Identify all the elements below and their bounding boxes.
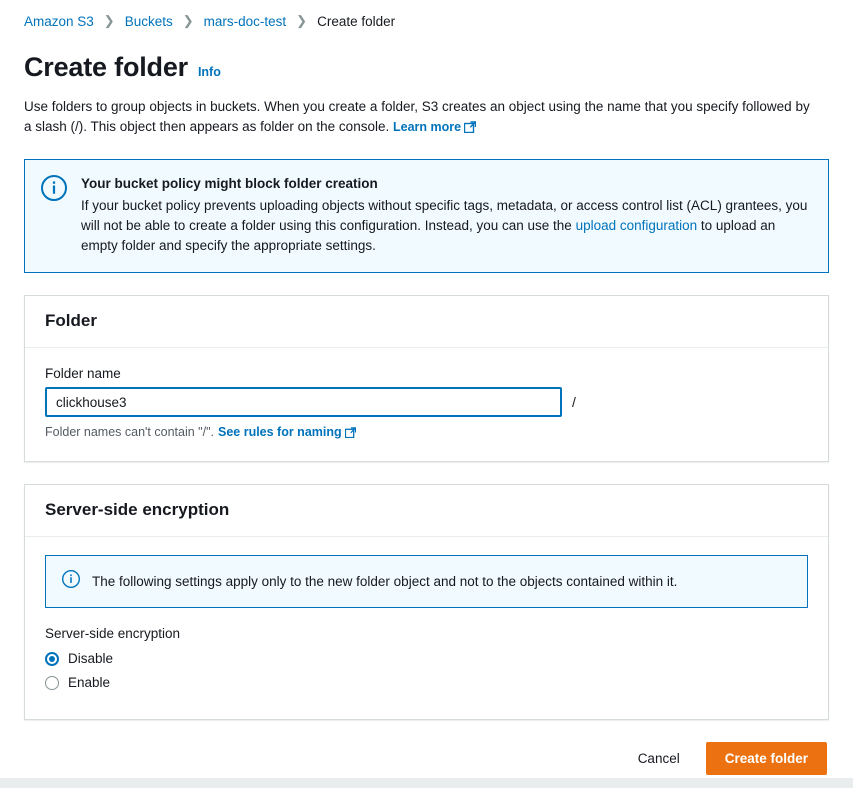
alert-text-part1: If your bucket policy prevents uploading objects without specific tags, metadata, or access control list (ACL) grantees, you will not be able to create a folder using this configuration. Instead, you can use the [81,198,808,233]
folder-card-header [25,296,828,348]
breadcrumb-item-current: Create folder [317,14,396,29]
page-header [0,34,853,83]
encryption-card-title: Server-side encryption [45,500,230,519]
breadcrumb-item-amazon-s3[interactable]: Amazon S3 [24,14,94,29]
radio-enable-icon[interactable] [45,676,59,690]
alert-title: Your bucket policy might block folder creation [81,176,378,191]
folder-name-row [45,387,808,417]
info-circle-icon [62,570,80,593]
external-link-icon [345,427,356,441]
encryption-card-header [25,485,828,537]
encryption-option-enable[interactable] [45,675,808,690]
breadcrumb-separator-icon: ❯ [103,13,115,28]
info-link[interactable]: Info [197,65,221,79]
cancel-button[interactable]: Cancel [630,745,688,772]
radio-disable-icon[interactable] [45,652,59,666]
learn-more-label: Learn more [392,120,462,134]
breadcrumb-separator-icon: ❯ [182,13,194,28]
naming-rules-label: See rules for naming [217,425,342,439]
folder-name-label: Folder name [45,366,121,381]
alert-body [81,174,812,256]
breadcrumb-item-bucket[interactable]: mars-doc-test [203,14,287,29]
folder-name-helper-text: Folder names can't contain "/". [45,425,214,439]
encryption-option-enable-label: Enable [68,675,111,690]
create-folder-button[interactable]: Create folder [706,742,827,775]
folder-name-input[interactable] [45,387,562,417]
encryption-card-body [25,537,828,719]
form-actions [0,720,853,775]
page-description-text: Use folders to group objects in buckets. When you create a folder, S3 creates an object using the name that you specify followed by a slash (/). This object then appears as folder on the console. [24,99,810,134]
alert-text [81,196,812,256]
folder-name-suffix: / [572,394,576,410]
page-title: Create folder [24,52,188,82]
breadcrumb-item-buckets[interactable]: Buckets [124,14,173,29]
learn-more-link[interactable] [393,120,476,134]
breadcrumb-separator-icon: ❯ [296,13,308,28]
server-side-encryption-card [24,484,829,720]
encryption-scope-callout [45,555,808,608]
encryption-callout-text: The following settings apply only to the new folder object and not to the objects contained within it. [92,574,678,589]
folder-card-body [25,348,828,461]
folder-card-title: Folder [45,311,97,330]
breadcrumb [0,0,853,34]
folder-card [24,295,829,462]
alert-text-part2: to upload an empty folder and specify the appropriate settings. [81,218,776,253]
encryption-option-disable[interactable] [45,651,808,666]
external-link-icon [464,119,476,139]
folder-name-helper [45,425,808,441]
page-description [24,97,814,139]
encryption-option-disable-label: Disable [68,651,114,666]
upload-configuration-link[interactable]: upload configuration [575,218,698,233]
naming-rules-link[interactable] [218,425,356,439]
info-circle-icon [41,175,67,256]
bucket-policy-alert [24,159,829,273]
encryption-field-label: Server-side encryption [45,626,181,641]
bottom-strip [0,778,853,788]
